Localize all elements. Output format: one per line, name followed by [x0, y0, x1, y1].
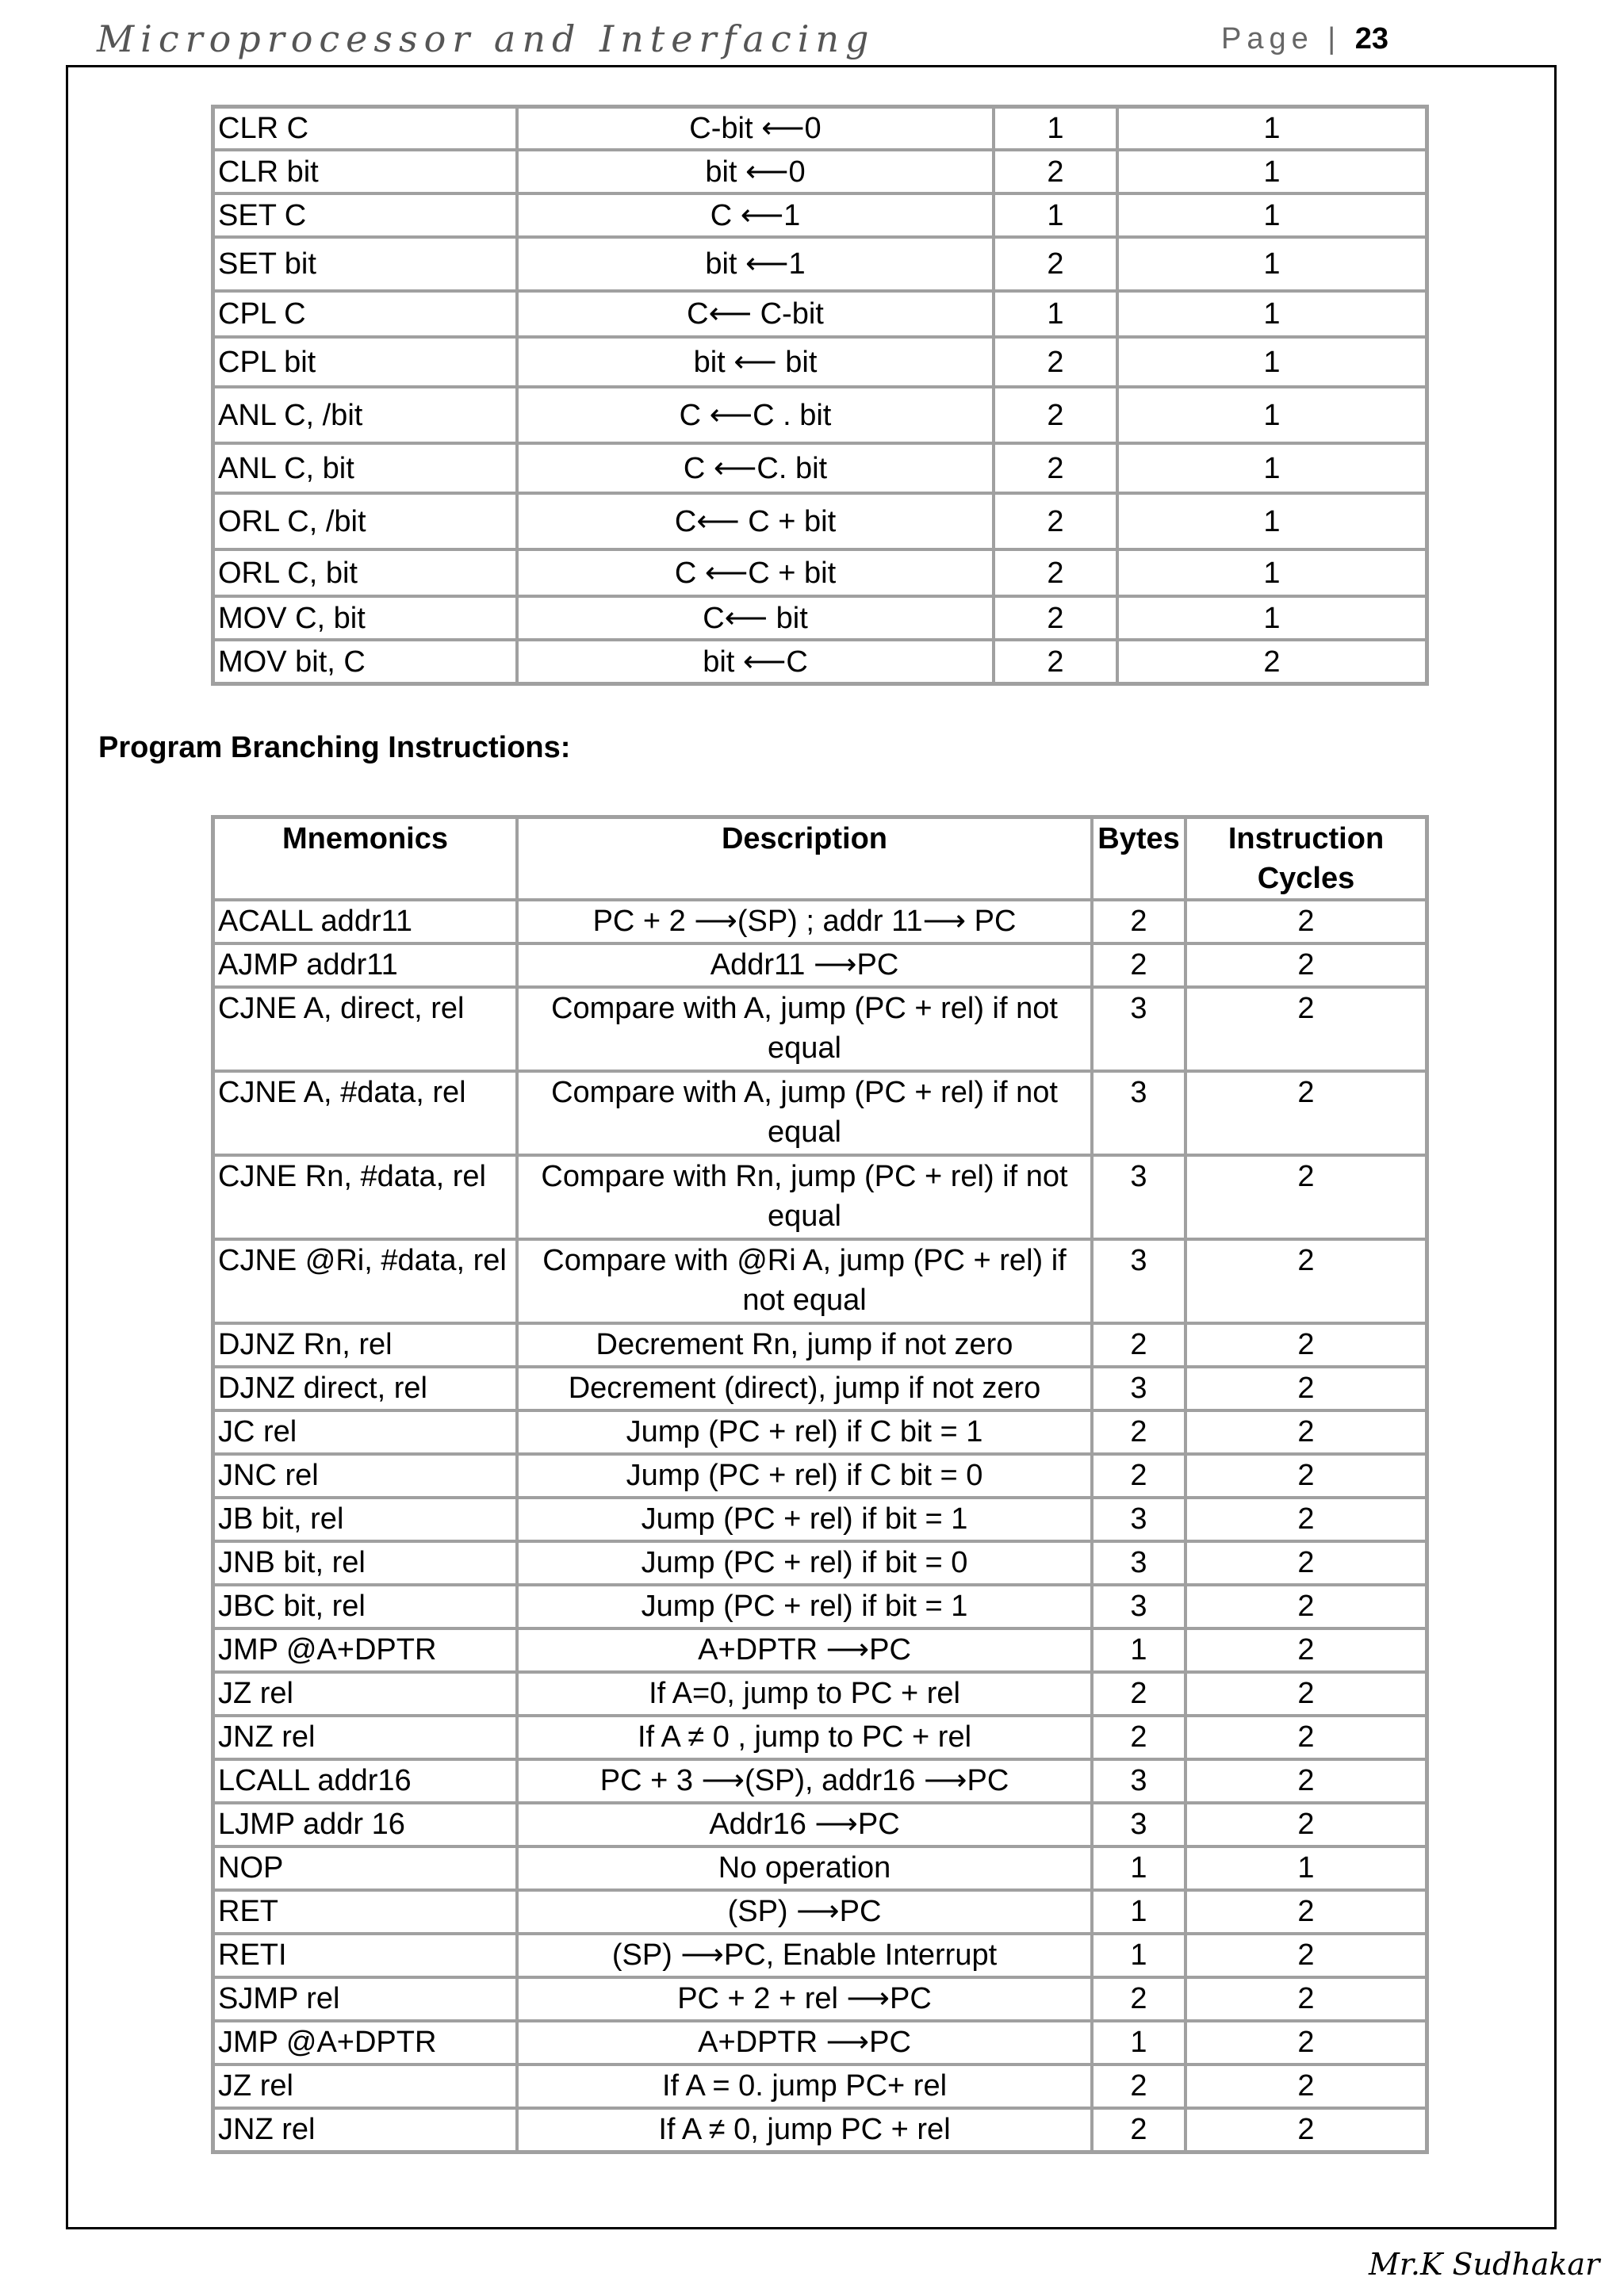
table-row	[213, 1155, 1427, 1239]
bytes-cell: 2	[994, 387, 1117, 443]
table-row	[213, 2108, 1427, 2152]
cycles-cell: 2	[1185, 1716, 1427, 1759]
mnemonic-cell: JNZ rel	[213, 2108, 517, 2152]
bytes-cell: 3	[1092, 1585, 1185, 1628]
table-row	[213, 237, 1427, 291]
operation-cell: bit ⟵1	[517, 237, 994, 291]
column-header-cycles: Instruction Cycles	[1185, 817, 1427, 900]
mnemonic-cell: NOP	[213, 1846, 517, 1890]
cycles-cell: 2	[1185, 1454, 1427, 1498]
bytes-cell: 3	[1092, 1759, 1185, 1803]
description-cell: Addr11 ⟶PC	[517, 943, 1092, 987]
mnemonic-cell: DJNZ direct, rel	[213, 1367, 517, 1410]
bytes-cell: 2	[994, 596, 1117, 640]
bytes-cell: 3	[1092, 1071, 1185, 1155]
table-row	[213, 1498, 1427, 1541]
operation-cell: C⟵ C-bit	[517, 291, 994, 337]
cycles-cell: 2	[1117, 640, 1427, 683]
description-cell: Jump (PC + rel) if C bit = 0	[517, 1454, 1092, 1498]
description-cell: Compare with A, jump (PC + rel) if not equal	[517, 1071, 1092, 1155]
bytes-cell: 2	[1092, 1672, 1185, 1716]
column-header-bytes: Bytes	[1092, 817, 1185, 900]
bytes-cell: 2	[994, 150, 1117, 193]
table-row	[213, 1846, 1427, 1890]
description-cell: PC + 2 ⟶(SP) ; addr 11⟶ PC	[517, 900, 1092, 943]
table-header-row	[213, 817, 1427, 900]
table-row	[213, 1239, 1427, 1323]
mnemonic-cell: JNZ rel	[213, 1716, 517, 1759]
description-cell: Addr16 ⟶PC	[517, 1803, 1092, 1846]
table-row	[213, 900, 1427, 943]
mnemonic-cell: CPL C	[213, 291, 517, 337]
operation-cell: bit ⟵ bit	[517, 337, 994, 387]
bytes-cell: 2	[1092, 943, 1185, 987]
bytes-cell: 3	[1092, 987, 1185, 1071]
bytes-cell: 1	[1092, 1934, 1185, 1977]
table-row	[213, 1716, 1427, 1759]
bytes-cell: 2	[994, 237, 1117, 291]
cycles-cell: 2	[1185, 943, 1427, 987]
table-row	[213, 193, 1427, 237]
bit-instructions-table	[211, 105, 1429, 686]
cycles-cell: 1	[1117, 337, 1427, 387]
mnemonic-cell: SET C	[213, 193, 517, 237]
description-cell: Jump (PC + rel) if bit = 1	[517, 1585, 1092, 1628]
description-cell: Jump (PC + rel) if C bit = 1	[517, 1410, 1092, 1454]
table-row	[213, 1410, 1427, 1454]
operation-cell: C ⟵1	[517, 193, 994, 237]
bytes-cell: 3	[1092, 1498, 1185, 1541]
table-row	[213, 387, 1427, 443]
mnemonic-cell: JNC rel	[213, 1454, 517, 1498]
mnemonic-cell: ANL C, bit	[213, 443, 517, 493]
table-row	[213, 1628, 1427, 1672]
description-cell: Jump (PC + rel) if bit = 1	[517, 1498, 1092, 1541]
operation-cell: C ⟵C . bit	[517, 387, 994, 443]
mnemonic-cell: JMP @A+DPTR	[213, 2021, 517, 2064]
bytes-cell: 1	[994, 107, 1117, 150]
table-row	[213, 443, 1427, 493]
mnemonic-cell: CLR bit	[213, 150, 517, 193]
mnemonic-cell: ANL C, /bit	[213, 387, 517, 443]
mnemonic-cell: ORL C, bit	[213, 549, 517, 596]
bytes-cell: 3	[1092, 1541, 1185, 1585]
page-number: 23	[1354, 22, 1389, 55]
table-row	[213, 2064, 1427, 2108]
description-cell: Jump (PC + rel) if bit = 0	[517, 1541, 1092, 1585]
cycles-cell: 2	[1185, 1759, 1427, 1803]
author-signature: Mr.K Sudhakar	[1369, 2247, 1600, 2282]
bytes-cell: 1	[1092, 1846, 1185, 1890]
description-cell: PC + 2 + rel ⟶PC	[517, 1977, 1092, 2021]
description-cell: A+DPTR ⟶PC	[517, 2021, 1092, 2064]
operation-cell: bit ⟵C	[517, 640, 994, 683]
cycles-cell: 1	[1117, 387, 1427, 443]
mnemonic-cell: CJNE Rn, #data, rel	[213, 1155, 517, 1239]
bytes-cell: 1	[1092, 1628, 1185, 1672]
mnemonic-cell: JB bit, rel	[213, 1498, 517, 1541]
page-label: Page |	[1221, 22, 1342, 55]
mnemonic-cell: MOV bit, C	[213, 640, 517, 683]
cycles-cell: 1	[1185, 1846, 1427, 1890]
operation-cell: C⟵ bit	[517, 596, 994, 640]
operation-cell: C ⟵C + bit	[517, 549, 994, 596]
cycles-cell: 1	[1117, 493, 1427, 549]
table-row	[213, 1367, 1427, 1410]
cycles-cell: 2	[1185, 1628, 1427, 1672]
cycles-cell: 1	[1117, 291, 1427, 337]
description-cell: Compare with @Ri A, jump (PC + rel) if not equal	[517, 1239, 1092, 1323]
bytes-cell: 2	[1092, 900, 1185, 943]
description-cell: Compare with Rn, jump (PC + rel) if not equal	[517, 1155, 1092, 1239]
section-heading: Program Branching Instructions:	[98, 731, 571, 764]
bytes-cell: 2	[1092, 2108, 1185, 2152]
bytes-cell: 2	[994, 337, 1117, 387]
bytes-cell: 3	[1092, 1367, 1185, 1410]
header-rule	[66, 65, 1557, 67]
mnemonic-cell: SET bit	[213, 237, 517, 291]
cycles-cell: 2	[1185, 1239, 1427, 1323]
description-cell: If A = 0. jump PC+ rel	[517, 2064, 1092, 2108]
cycles-cell: 2	[1185, 1803, 1427, 1846]
table-row	[213, 549, 1427, 596]
description-cell: PC + 3 ⟶(SP), addr16 ⟶PC	[517, 1759, 1092, 1803]
bytes-cell: 1	[1092, 2021, 1185, 2064]
mnemonic-cell: LJMP addr 16	[213, 1803, 517, 1846]
cycles-cell: 2	[1185, 1498, 1427, 1541]
mnemonic-cell: JMP @A+DPTR	[213, 1628, 517, 1672]
mnemonic-cell: ORL C, /bit	[213, 493, 517, 549]
cycles-cell: 1	[1117, 443, 1427, 493]
table-row	[213, 107, 1427, 150]
operation-cell: C⟵ C + bit	[517, 493, 994, 549]
bytes-cell: 2	[994, 443, 1117, 493]
cycles-cell: 2	[1185, 2108, 1427, 2152]
cycles-cell: 2	[1185, 1934, 1427, 1977]
bytes-cell: 3	[1092, 1239, 1185, 1323]
table-row	[213, 291, 1427, 337]
description-cell: No operation	[517, 1846, 1092, 1890]
operation-cell: C ⟵C. bit	[517, 443, 994, 493]
cycles-cell: 2	[1185, 1410, 1427, 1454]
table-row	[213, 1977, 1427, 2021]
table-row	[213, 943, 1427, 987]
description-cell: (SP) ⟶PC, Enable Interrupt	[517, 1934, 1092, 1977]
bytes-cell: 1	[1092, 1890, 1185, 1934]
description-cell: Decrement (direct), jump if not zero	[517, 1367, 1092, 1410]
table-row	[213, 2021, 1427, 2064]
cycles-cell: 2	[1185, 1585, 1427, 1628]
column-header-mnemonics: Mnemonics	[213, 817, 517, 900]
operation-cell: C-bit ⟵0	[517, 107, 994, 150]
cycles-cell: 2	[1185, 987, 1427, 1071]
cycles-cell: 1	[1117, 237, 1427, 291]
bytes-cell: 2	[1092, 2064, 1185, 2108]
description-cell: Decrement Rn, jump if not zero	[517, 1323, 1092, 1367]
cycles-cell: 1	[1117, 193, 1427, 237]
cycles-cell: 2	[1185, 1323, 1427, 1367]
cycles-cell: 2	[1185, 1541, 1427, 1585]
bytes-cell: 2	[994, 640, 1117, 683]
table-row	[213, 640, 1427, 683]
description-cell: A+DPTR ⟶PC	[517, 1628, 1092, 1672]
cycles-cell: 1	[1117, 107, 1427, 150]
cycles-cell: 1	[1117, 596, 1427, 640]
cycles-cell: 2	[1185, 2021, 1427, 2064]
cycles-cell: 2	[1185, 1367, 1427, 1410]
table-row	[213, 1890, 1427, 1934]
table-row	[213, 337, 1427, 387]
header-title: Microprocessor and Interfacing	[97, 17, 875, 60]
cycles-cell: 2	[1185, 1977, 1427, 2021]
table-row	[213, 1672, 1427, 1716]
bytes-cell: 2	[1092, 1323, 1185, 1367]
bytes-cell: 2	[1092, 1410, 1185, 1454]
table-row	[213, 1323, 1427, 1367]
mnemonic-cell: CLR C	[213, 107, 517, 150]
mnemonic-cell: LCALL addr16	[213, 1759, 517, 1803]
column-header-description: Description	[517, 817, 1092, 900]
table-row	[213, 1454, 1427, 1498]
cycles-cell: 1	[1117, 150, 1427, 193]
bytes-cell: 2	[1092, 1977, 1185, 2021]
mnemonic-cell: JZ rel	[213, 1672, 517, 1716]
cycles-cell: 2	[1185, 900, 1427, 943]
cycles-cell: 1	[1117, 549, 1427, 596]
cycles-cell: 2	[1185, 1890, 1427, 1934]
description-cell: If A ≠ 0, jump PC + rel	[517, 2108, 1092, 2152]
description-cell: If A ≠ 0 , jump to PC + rel	[517, 1716, 1092, 1759]
bytes-cell: 3	[1092, 1803, 1185, 1846]
mnemonic-cell: DJNZ Rn, rel	[213, 1323, 517, 1367]
table-row	[213, 987, 1427, 1071]
bytes-cell: 3	[1092, 1155, 1185, 1239]
table-row	[213, 493, 1427, 549]
mnemonic-cell: RET	[213, 1890, 517, 1934]
cycles-cell: 2	[1185, 2064, 1427, 2108]
bytes-cell: 2	[1092, 1716, 1185, 1759]
operation-cell: bit ⟵0	[517, 150, 994, 193]
mnemonic-cell: CJNE A, #data, rel	[213, 1071, 517, 1155]
mnemonic-cell: AJMP addr11	[213, 943, 517, 987]
description-cell: If A=0, jump to PC + rel	[517, 1672, 1092, 1716]
bytes-cell: 2	[994, 493, 1117, 549]
mnemonic-cell: JC rel	[213, 1410, 517, 1454]
mnemonic-cell: JBC bit, rel	[213, 1585, 517, 1628]
mnemonic-cell: CJNE A, direct, rel	[213, 987, 517, 1071]
table-row	[213, 1071, 1427, 1155]
mnemonic-cell: JNB bit, rel	[213, 1541, 517, 1585]
table-row	[213, 1759, 1427, 1803]
mnemonic-cell: ACALL addr11	[213, 900, 517, 943]
page-number-label	[1221, 22, 1388, 56]
cycles-cell: 2	[1185, 1155, 1427, 1239]
table-row	[213, 596, 1427, 640]
description-cell: (SP) ⟶PC	[517, 1890, 1092, 1934]
mnemonic-cell: MOV C, bit	[213, 596, 517, 640]
table-row	[213, 1803, 1427, 1846]
bytes-cell: 1	[994, 291, 1117, 337]
mnemonic-cell: CPL bit	[213, 337, 517, 387]
bytes-cell: 2	[994, 549, 1117, 596]
table-row	[213, 1585, 1427, 1628]
mnemonic-cell: RETI	[213, 1934, 517, 1977]
bytes-cell: 1	[994, 193, 1117, 237]
cycles-cell: 2	[1185, 1672, 1427, 1716]
mnemonic-cell: SJMP rel	[213, 1977, 517, 2021]
table-row	[213, 1934, 1427, 1977]
cycles-cell: 2	[1185, 1071, 1427, 1155]
description-cell: Compare with A, jump (PC + rel) if not equal	[517, 987, 1092, 1071]
table-row	[213, 150, 1427, 193]
mnemonic-cell: JZ rel	[213, 2064, 517, 2108]
branching-instructions-table	[211, 815, 1429, 2154]
mnemonic-cell: CJNE @Ri, #data, rel	[213, 1239, 517, 1323]
bytes-cell: 2	[1092, 1454, 1185, 1498]
table-row	[213, 1541, 1427, 1585]
